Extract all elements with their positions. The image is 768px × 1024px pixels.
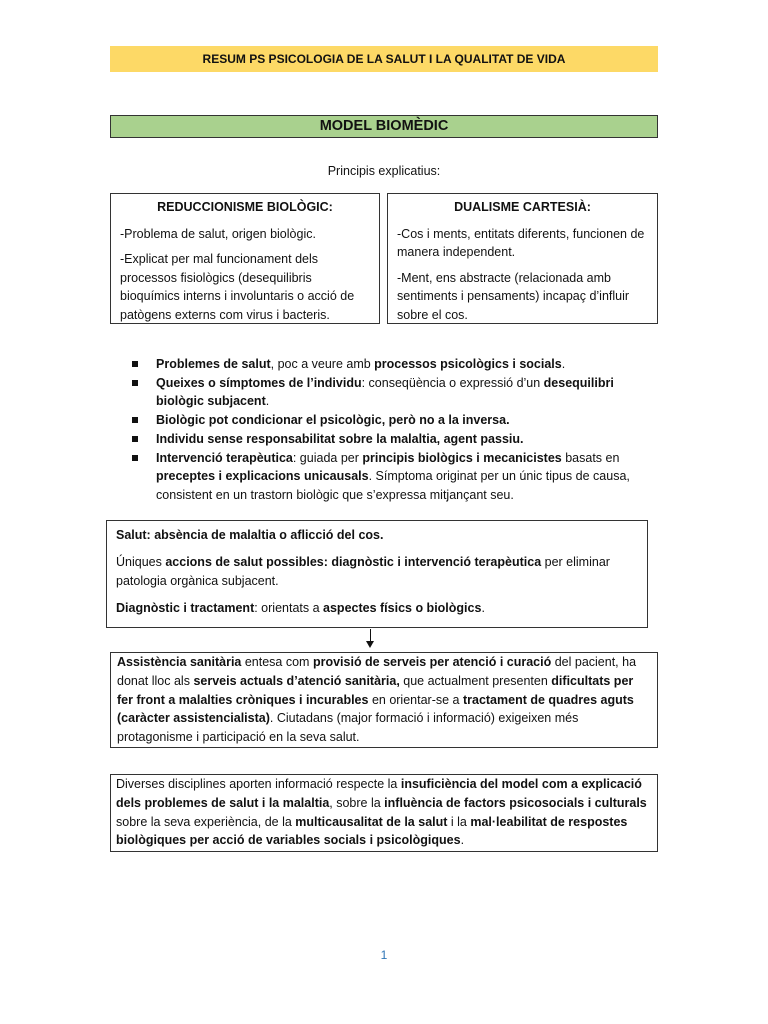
- dualisme-paragraph-2: -Ment, ens abstracte (relacionada amb sentiments i pensaments) incapaç d’influir sobre el cos.: [397, 270, 630, 322]
- list-item: Biològic pot condicionar el psicològic, però no a la inversa.: [130, 411, 630, 430]
- reduccionisme-box: [110, 193, 380, 324]
- document-header: RESUM PS PSICOLOGIA DE LA SALUT I LA QUALITAT DE VIDA: [110, 46, 658, 72]
- list-item: Individu sense responsabilitat sobre la malaltia, agent passiu.: [130, 430, 630, 449]
- dualisme-box: [387, 193, 658, 324]
- assistencia-paragraph: Assistència sanitària entesa com provisió de serveis per atenció i curació del pacient, ha donat lloc als serveis actuals d’atenció sanitària, que actualment presenten dificultats per fer front a malalties cròniques i incurables en orientar-se a tractament de quadres aguts (caràcter assistencialista). Ciutadans (major formació i informació) exigeixen més protagonisme i participació en la seva salut.: [117, 655, 637, 745]
- salut-actions: Úniques accions de salut possibles: diagnòstic i intervenció terapèutica per eliminar patologia orgànica subjacent.: [116, 555, 610, 588]
- subheading: Principis explicatius:: [327, 164, 441, 178]
- section-title: MODEL BIOMÈDIC: [110, 115, 658, 138]
- list-item: Intervenció terapèutica: guiada per principis biològics i mecanicistes basats en preceptes i explicacions unicausals. Símptoma originat per un únic tipus de causa, consistent en un trastorn biològic que s’expressa mitjançant seu.: [130, 449, 630, 505]
- salut-definition: Salut: absència de malaltia o aflicció del cos.: [116, 528, 384, 542]
- page-number: 1: [380, 948, 388, 962]
- disciplines-box: [110, 774, 658, 852]
- reduccionisme-paragraph-2: -Explicat per mal funcionament dels processos fisiològics (desequilibris bioquímics interns i involuntaris o acció de patògens externs com virus i bacteris.: [120, 252, 355, 322]
- principles-list: [130, 355, 630, 505]
- list-item: Queixes o símptomes de l’individu: conseqüència o expressió d’un desequilibri biològic subjacent.: [130, 374, 630, 411]
- reduccionisme-paragraph-1: -Problema de salut, origen biològic.: [120, 226, 316, 241]
- reduccionisme-title: REDUCCIONISME BIOLÒGIC:: [157, 200, 333, 214]
- dualisme-paragraph-1: -Cos i ments, entitats diferents, funcionen de manera independent.: [397, 226, 645, 259]
- disciplines-paragraph: Diverses disciplines aporten informació respecte la insuficiència del model com a explicació dels problemes de salut i la malaltia, sobre la influència de factors psicosocials i culturals sobre la seva experiència, de la multicausalitat de la salut i la mal·leabilitat de respostes biològiques per acció de variables socials i psicològiques.: [116, 777, 647, 848]
- salut-box: [106, 520, 648, 628]
- arrow-down-icon: [370, 629, 371, 641]
- arrow-head-icon: [366, 641, 374, 648]
- salut-diagnosis: Diagnòstic i tractament: orientats a aspectes físics o biològics.: [116, 600, 485, 615]
- assistencia-box: [110, 652, 658, 748]
- list-item: Problemes de salut, poc a veure amb processos psicològics i socials.: [130, 355, 630, 374]
- dualisme-title: DUALISME CARTESIÀ:: [454, 200, 591, 214]
